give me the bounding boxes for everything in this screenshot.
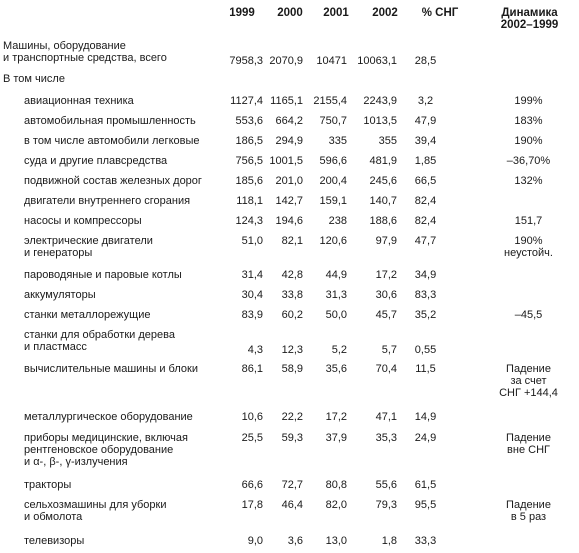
row-label: телевизоры <box>24 535 85 547</box>
header-2000: 2000 <box>277 7 303 19</box>
value-cis-percent: 14,9 <box>414 411 437 423</box>
value-dynamics: 190% <box>514 135 543 147</box>
value-cis-percent: 82,4 <box>414 215 437 227</box>
value-dynamics: 199% <box>514 95 543 107</box>
value-1999: 86,1 <box>241 363 263 375</box>
value-2001: 335 <box>328 135 347 147</box>
header-cis-percent: % СНГ <box>421 7 459 19</box>
value-1999: 30,4 <box>241 289 263 301</box>
value-1999: 185,6 <box>235 175 263 187</box>
value-2000: 294,9 <box>275 135 303 147</box>
value-dynamics: –45,5 <box>514 309 543 321</box>
value-cis-percent: 24,9 <box>414 432 437 444</box>
value-2002: 2243,9 <box>363 95 397 107</box>
row-label: электрические двигатели и генераторы <box>24 235 153 259</box>
row-label: аккумуляторы <box>24 289 96 301</box>
value-2002: 10063,1 <box>357 55 397 67</box>
value-2002: 1013,5 <box>363 115 397 127</box>
value-dynamics: –36,70% <box>506 155 551 167</box>
header-dynamics <box>480 7 579 31</box>
value-cis-percent: 1,85 <box>414 155 437 167</box>
header-2001: 2001 <box>323 7 349 19</box>
value-cis-percent: 47,7 <box>414 235 437 247</box>
value-2001: 80,8 <box>325 479 347 491</box>
value-cis-percent: 83,3 <box>414 289 437 301</box>
value-2000: 42,8 <box>281 269 303 281</box>
value-2000: 3,6 <box>287 535 303 547</box>
value-2000: 201,0 <box>275 175 303 187</box>
value-cis-percent: 11,5 <box>415 363 436 375</box>
value-cis-percent: 3,2 <box>417 95 434 107</box>
value-2000: 12,3 <box>281 344 303 356</box>
row-label: В том числе <box>3 73 65 85</box>
value-2002: 97,9 <box>375 235 397 247</box>
row-label: станки металлорежущие <box>24 309 151 321</box>
value-2000: 33,8 <box>281 289 303 301</box>
value-1999: 118,1 <box>236 195 263 207</box>
value-2001: 2155,4 <box>313 95 347 107</box>
value-dynamics: 132% <box>514 175 543 187</box>
value-dynamics: Падение вне СНГ <box>506 432 551 456</box>
header-2002: 2002 <box>372 7 398 19</box>
value-dynamics: Падение за счет СНГ +144,4 <box>499 363 558 399</box>
value-2001: 31,3 <box>325 289 347 301</box>
value-2002: 5,7 <box>381 344 397 356</box>
value-2000: 59,3 <box>281 432 303 444</box>
value-cis-percent: 33,3 <box>414 535 437 547</box>
value-cis-percent: 34,9 <box>414 269 437 281</box>
value-2001: 13,0 <box>325 535 347 547</box>
value-2002: 245,6 <box>369 175 397 187</box>
value-2001: 44,9 <box>325 269 347 281</box>
value-cis-percent: 35,2 <box>414 309 437 321</box>
value-2001: 17,2 <box>325 411 347 423</box>
value-1999: 7958,3 <box>229 55 263 67</box>
row-label: металлургическое оборудование <box>24 411 193 423</box>
value-2001: 200,4 <box>319 175 347 187</box>
value-2002: 481,9 <box>369 155 397 167</box>
row-label: сельхозмашины для уборки и обмолота <box>24 499 167 523</box>
value-2002: 30,6 <box>375 289 397 301</box>
value-2000: 58,9 <box>281 363 303 375</box>
value-cis-percent: 0,55 <box>414 344 437 356</box>
value-2001: 159,1 <box>319 195 347 207</box>
row-label: подвижной состав железных дорог <box>24 175 202 187</box>
row-label: авиационная техника <box>24 95 134 107</box>
value-2002: 47,1 <box>375 411 397 423</box>
value-2000: 46,4 <box>281 499 303 511</box>
value-dynamics: 183% <box>514 115 543 127</box>
value-1999: 9,0 <box>247 535 263 547</box>
value-2002: 79,3 <box>375 499 397 511</box>
value-2002: 45,7 <box>375 309 397 321</box>
value-1999: 756,5 <box>235 155 263 167</box>
row-label: автомобильная промышленность <box>24 115 196 127</box>
value-2000: 194,6 <box>275 215 303 227</box>
value-dynamics: 151,7 <box>514 215 543 227</box>
header-dynamics-line2: 2002–1999 <box>500 19 559 31</box>
value-2002: 17,2 <box>375 269 397 281</box>
row-label: Машины, оборудование и транспортные средства, всего <box>3 40 167 64</box>
header-1999: 1999 <box>229 7 255 19</box>
value-2001: 35,6 <box>325 363 347 375</box>
value-2002: 70,4 <box>375 363 397 375</box>
value-1999: 553,6 <box>235 115 263 127</box>
value-2000: 82,1 <box>281 235 303 247</box>
row-label: суда и другие плавсредства <box>24 155 168 167</box>
value-1999: 186,5 <box>235 135 263 147</box>
value-1999: 124,3 <box>235 215 263 227</box>
value-2002: 355 <box>378 135 397 147</box>
value-2001: 120,6 <box>319 235 347 247</box>
row-label: станки для обработки дерева и пластмасс <box>24 329 175 353</box>
value-1999: 10,6 <box>241 411 263 423</box>
value-2000: 142,7 <box>275 195 303 207</box>
value-2000: 22,2 <box>281 411 303 423</box>
value-2001: 50,0 <box>325 309 347 321</box>
value-cis-percent: 28,5 <box>414 55 437 67</box>
value-2002: 1,8 <box>381 535 397 547</box>
value-1999: 51,0 <box>241 235 263 247</box>
value-2001: 238 <box>328 215 347 227</box>
row-label: пароводяные и паровые котлы <box>24 269 182 281</box>
value-2000: 1165,1 <box>270 95 303 107</box>
value-2001: 5,2 <box>331 344 347 356</box>
header-dynamics-line1: Динамика <box>501 7 558 19</box>
row-label: насосы и компрессоры <box>24 215 142 227</box>
value-2000: 60,2 <box>281 309 303 321</box>
value-1999: 17,8 <box>241 499 263 511</box>
value-1999: 31,4 <box>241 269 263 281</box>
value-2000: 2070,9 <box>269 55 303 67</box>
value-2000: 664,2 <box>275 115 303 127</box>
value-cis-percent: 95,5 <box>414 499 437 511</box>
row-label: вычислительные машины и блоки <box>24 363 198 375</box>
value-2000: 1001,5 <box>269 155 303 167</box>
row-label: в том числе автомобили легковые <box>24 135 200 147</box>
value-2002: 188,6 <box>369 215 397 227</box>
row-label: двигатели внутреннего сгорания <box>24 195 191 207</box>
value-2001: 596,6 <box>319 155 347 167</box>
value-2001: 10471 <box>316 55 347 67</box>
value-2001: 37,9 <box>325 432 347 444</box>
value-cis-percent: 66,5 <box>414 175 437 187</box>
value-1999: 83,9 <box>241 309 263 321</box>
value-2000: 72,7 <box>281 479 303 491</box>
value-2002: 55,6 <box>375 479 397 491</box>
value-1999: 1127,4 <box>230 95 263 107</box>
value-dynamics: Падение в 5 раз <box>506 499 551 523</box>
value-2001: 750,7 <box>319 115 347 127</box>
row-label: тракторы <box>24 479 72 491</box>
value-1999: 66,6 <box>241 479 263 491</box>
value-cis-percent: 39,4 <box>414 135 437 147</box>
row-label: приборы медицинские, включая рентгеновское оборудование и α-, β-, γ-излучения <box>24 432 188 468</box>
value-cis-percent: 61,5 <box>414 479 437 491</box>
value-1999: 25,5 <box>241 432 263 444</box>
value-dynamics: 190% неустойч. <box>504 235 553 259</box>
value-cis-percent: 47,9 <box>414 115 437 127</box>
value-2002: 140,7 <box>369 195 397 207</box>
value-2002: 35,3 <box>375 432 397 444</box>
value-cis-percent: 82,4 <box>414 195 437 207</box>
value-2001: 82,0 <box>325 499 347 511</box>
value-1999: 4,3 <box>247 344 263 356</box>
